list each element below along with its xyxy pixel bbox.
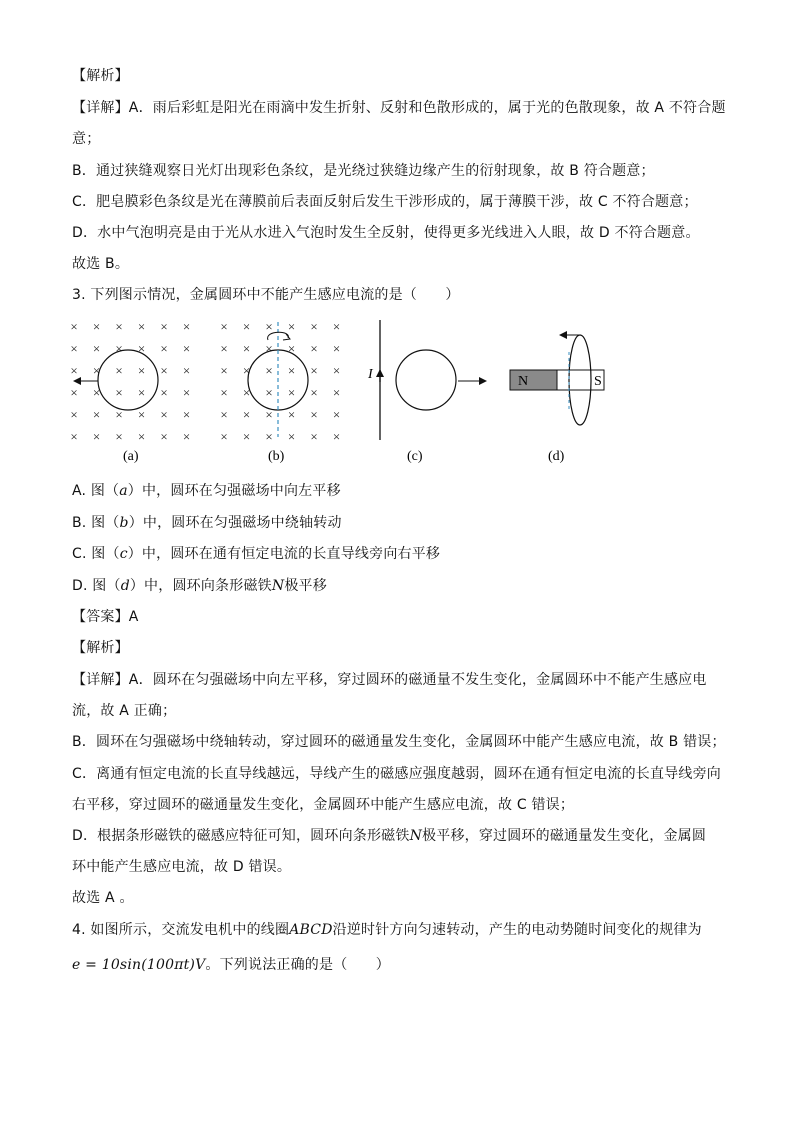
field-cross: × (265, 429, 273, 444)
option-c: C. 图（c）中，圆环在通有恒定电流的长直导线旁向右平移 (72, 546, 441, 562)
label-b: (b) (268, 449, 285, 464)
ring-a (98, 350, 158, 410)
field-cross: × (137, 385, 146, 400)
field-cross: × (265, 407, 273, 422)
field-cross: × (137, 429, 146, 444)
field-cross: × (287, 407, 296, 422)
field-cross: × (182, 363, 191, 378)
question-3-stem: 3. 下列图示情况，金属圆环中不能产生感应电流的是（ ） (72, 287, 460, 303)
conclusion: 故选 A 。 (72, 890, 134, 906)
field-cross: × (182, 429, 191, 444)
field-cross: × (115, 363, 123, 378)
option-a: A. 图（a）中，圆环在匀强磁场中向左平移 (72, 483, 341, 499)
field-cross: × (287, 341, 296, 356)
question-4-stem: 4. 如图所示，交流发电机中的线圈ABCD沿逆时针方向匀速转动，产生的电动势随时间变化的规律为 (72, 922, 702, 938)
field-cross: × (70, 341, 78, 356)
field-cross: × (182, 341, 191, 356)
field-cross: × (332, 363, 341, 378)
magnet-n-label: N (518, 374, 529, 389)
explanation-heading: 【解析】 (72, 68, 129, 84)
field-cross: × (265, 363, 273, 378)
explanation-heading: 【解析】 (72, 640, 129, 656)
label-c: (c) (407, 449, 423, 464)
emf-formula: e = 10sin(100πt)V (72, 957, 206, 973)
field-cross: × (310, 341, 318, 356)
magnet-s-label: S (594, 374, 602, 389)
field-cross: × (310, 319, 318, 334)
field-cross: × (115, 385, 123, 400)
option-d: D. 图（d）中，圆环向条形磁铁N极平移 (72, 578, 327, 594)
field-cross: × (287, 319, 296, 334)
field-cross: × (265, 385, 273, 400)
field-cross: × (137, 363, 146, 378)
field-cross: × (332, 341, 341, 356)
detail-line: D．水中气泡明亮是由于光从水进入气泡时发生全反射，使得更多光线进入人眼，故 D 不符合题意。 (72, 225, 700, 241)
field-cross: × (160, 407, 168, 422)
field-cross: × (70, 407, 78, 422)
field-cross: × (220, 385, 228, 400)
field-cross: × (310, 363, 318, 378)
field-cross: × (220, 407, 228, 422)
field-cross: × (92, 429, 101, 444)
field-cross: × (92, 363, 101, 378)
detail-line: 意； (72, 131, 101, 147)
field-cross: × (332, 319, 341, 334)
field-cross: × (332, 385, 341, 400)
field-cross: × (242, 363, 251, 378)
field-cross: × (220, 363, 228, 378)
answer: 【答案】A (72, 609, 139, 625)
induction-figure (60, 312, 620, 472)
field-cross: × (220, 319, 228, 334)
detail-line: C．肥皂膜彩色条纹是光在薄膜前后表面反射后发生干涉形成的，属于薄膜干涉，故 C 不符合题意； (72, 194, 698, 210)
label-d: (d) (548, 449, 565, 464)
field-cross: × (265, 341, 273, 356)
field-cross: × (220, 429, 228, 444)
detail-line: 流，故 A 正确； (72, 703, 177, 719)
field-cross: × (115, 319, 123, 334)
magnetic-field-b (220, 319, 340, 444)
detail-line: 右平移，穿过圆环的磁通量发生变化，金属圆环中能产生感应电流，故 C 错误； (72, 797, 575, 813)
conclusion: 故选 B。 (72, 256, 130, 272)
ring-c (396, 350, 456, 410)
field-cross: × (287, 363, 296, 378)
field-cross: × (242, 319, 251, 334)
field-cross: × (137, 341, 146, 356)
field-cross: × (92, 341, 101, 356)
field-cross: × (160, 363, 168, 378)
detail-line: D．根据条形磁铁的磁感应特征可知，圆环向条形磁铁N极平移，穿过圆环的磁通量发生变化，金属圆 (72, 828, 707, 844)
field-cross: × (160, 429, 168, 444)
field-cross: × (92, 319, 101, 334)
field-cross: × (115, 429, 123, 444)
field-cross: × (242, 407, 251, 422)
field-cross: × (332, 407, 341, 422)
field-cross: × (310, 429, 318, 444)
field-cross: × (70, 319, 78, 334)
detail-line: C．离通有恒定电流的长直导线越远，导线产生的磁感应强度越弱，圆环在通有恒定电流的长直导线旁向 (72, 766, 721, 782)
field-cross: × (182, 319, 191, 334)
label-a: (a) (123, 449, 139, 464)
field-cross: × (220, 341, 228, 356)
field-cross: × (310, 385, 318, 400)
detail-line: B．圆环在匀强磁场中绕轴转动，穿过圆环的磁通量发生变化，金属圆环中能产生感应电流，故 B 错误； (72, 734, 726, 750)
field-cross: × (310, 407, 318, 422)
field-cross: × (92, 407, 101, 422)
field-cross: × (115, 407, 123, 422)
field-cross: × (265, 319, 273, 334)
question-4-formula-line: e = 10sin(100πt)V。下列说法正确的是（ ） (72, 957, 391, 973)
detail-line: 【详解】A．雨后彩虹是阳光在雨滴中发生折射、反射和色散形成的，属于光的色散现象，故 A 不符合题 (72, 100, 726, 116)
field-cross: × (160, 385, 168, 400)
field-cross: × (242, 341, 251, 356)
detail-line: 环中能产生感应电流，故 D 错误。 (72, 859, 292, 875)
field-cross: × (70, 429, 78, 444)
current-label: I (368, 367, 373, 382)
field-cross: × (160, 341, 168, 356)
field-cross: × (287, 429, 296, 444)
field-cross: × (137, 319, 146, 334)
option-b: B. 图（b）中，圆环在匀强磁场中绕轴转动 (72, 515, 342, 531)
field-cross: × (70, 363, 78, 378)
field-cross: × (160, 319, 168, 334)
field-cross: × (287, 385, 296, 400)
field-cross: × (242, 385, 251, 400)
field-cross: × (92, 385, 101, 400)
field-cross: × (182, 385, 191, 400)
field-cross: × (332, 429, 341, 444)
field-cross: × (70, 385, 78, 400)
field-cross: × (182, 407, 191, 422)
detail-line: 【详解】A．圆环在匀强磁场中向左平移，穿过圆环的磁通量不发生变化，金属圆环中不能产生感应电 (72, 672, 707, 688)
field-cross: × (242, 429, 251, 444)
field-cross: × (115, 341, 123, 356)
detail-line: B．通过狭缝观察日光灯出现彩色条纹，是光绕过狭缝边缘产生的衍射现象，故 B 符合题意； (72, 163, 655, 179)
field-cross: × (137, 407, 146, 422)
